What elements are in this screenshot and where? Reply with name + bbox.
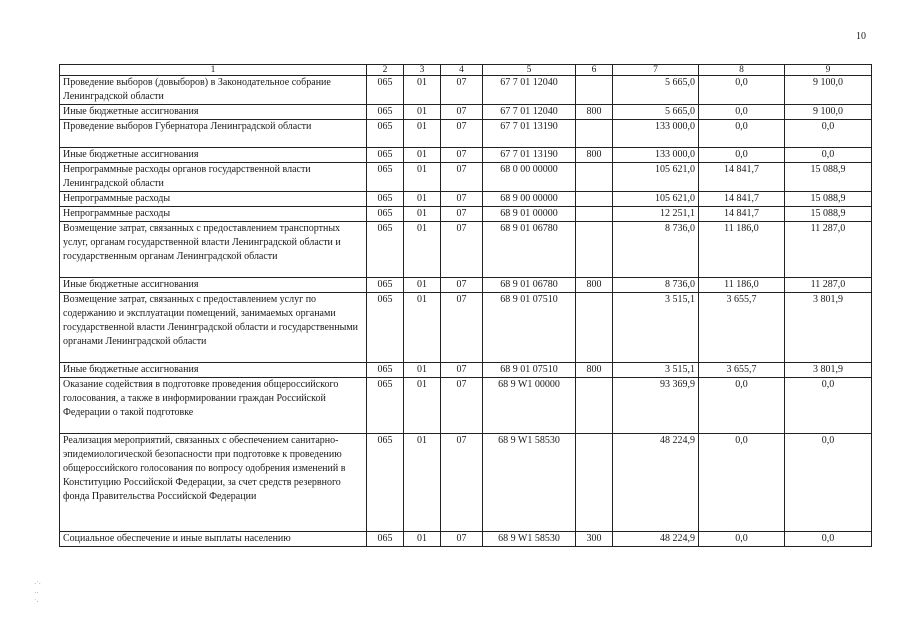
amount-year1-cell: 3 515,1	[613, 293, 699, 363]
subsection-cell: 07	[441, 192, 483, 207]
row-name-cell: Иные бюджетные ассигнования	[60, 278, 367, 293]
section-cell: 01	[404, 363, 441, 378]
amount-year3-cell: 11 287,0	[785, 222, 872, 278]
amount-year3-cell: 3 801,9	[785, 363, 872, 378]
amount-year2-cell: 3 655,7	[699, 293, 785, 363]
amount-year1-cell: 133 000,0	[613, 148, 699, 163]
header-cell: 1	[60, 65, 367, 76]
admin-code-cell: 065	[367, 148, 404, 163]
amount-year2-cell: 14 841,7	[699, 163, 785, 192]
section-cell: 01	[404, 207, 441, 222]
admin-code-cell: 065	[367, 293, 404, 363]
header-cell: 7	[613, 65, 699, 76]
amount-year3-cell: 11 287,0	[785, 278, 872, 293]
row-name-cell: Оказание содействия в подготовке проведения общероссийского голосования, а также в информировании граждан Российской Федерации о такой подготовке	[60, 378, 367, 434]
subsection-cell: 07	[441, 76, 483, 105]
amount-year3-cell: 9 100,0	[785, 105, 872, 120]
row-name-cell: Проведение выборов Губернатора Ленинградской области	[60, 120, 367, 148]
amount-year2-cell: 0,0	[699, 120, 785, 148]
target-article-cell: 67 7 01 12040	[483, 105, 576, 120]
expense-type-cell: 800	[576, 363, 613, 378]
table-row	[60, 363, 872, 378]
section-cell: 01	[404, 434, 441, 532]
amount-year1-cell: 48 224,9	[613, 532, 699, 547]
expense-type-cell	[576, 163, 613, 192]
section-cell: 01	[404, 163, 441, 192]
section-cell: 01	[404, 222, 441, 278]
expense-type-cell	[576, 76, 613, 105]
margin-marks: ·˙· ·· ˙·	[34, 580, 41, 606]
admin-code-cell: 065	[367, 207, 404, 222]
expense-type-cell	[576, 434, 613, 532]
target-article-cell: 67 7 01 12040	[483, 76, 576, 105]
table-row	[60, 76, 872, 105]
admin-code-cell: 065	[367, 378, 404, 434]
target-article-cell: 68 0 00 00000	[483, 163, 576, 192]
target-article-cell: 67 7 01 13190	[483, 120, 576, 148]
table-row	[60, 278, 872, 293]
row-name-cell: Непрограммные расходы органов государственной власти Ленинградской области	[60, 163, 367, 192]
amount-year1-cell: 93 369,9	[613, 378, 699, 434]
row-name-cell: Иные бюджетные ассигнования	[60, 105, 367, 120]
subsection-cell: 07	[441, 293, 483, 363]
section-cell: 01	[404, 278, 441, 293]
amount-year1-cell: 48 224,9	[613, 434, 699, 532]
amount-year1-cell: 133 000,0	[613, 120, 699, 148]
section-cell: 01	[404, 120, 441, 148]
amount-year2-cell: 0,0	[699, 434, 785, 532]
row-name-cell: Непрограммные расходы	[60, 192, 367, 207]
amount-year2-cell: 11 186,0	[699, 222, 785, 278]
expense-type-cell	[576, 207, 613, 222]
expense-type-cell: 800	[576, 148, 613, 163]
section-cell: 01	[404, 148, 441, 163]
amount-year3-cell: 15 088,9	[785, 207, 872, 222]
admin-code-cell: 065	[367, 222, 404, 278]
row-name-cell: Иные бюджетные ассигнования	[60, 148, 367, 163]
admin-code-cell: 065	[367, 278, 404, 293]
target-article-cell: 68 9 01 06780	[483, 278, 576, 293]
amount-year2-cell: 0,0	[699, 148, 785, 163]
admin-code-cell: 065	[367, 76, 404, 105]
expense-type-cell: 800	[576, 105, 613, 120]
expense-type-cell	[576, 293, 613, 363]
page-number: 10	[856, 31, 866, 42]
table-row	[60, 378, 872, 434]
amount-year3-cell: 0,0	[785, 532, 872, 547]
amount-year3-cell: 0,0	[785, 378, 872, 434]
table-row	[60, 120, 872, 148]
expense-type-cell: 300	[576, 532, 613, 547]
amount-year1-cell: 8 736,0	[613, 222, 699, 278]
subsection-cell: 07	[441, 222, 483, 278]
table-row	[60, 293, 872, 363]
row-name-cell: Возмещение затрат, связанных с предоставлением транспортных услуг, органам государственной власти Ленинградской области и государственным органам Ленинградской области	[60, 222, 367, 278]
header-cell: 2	[367, 65, 404, 76]
amount-year2-cell: 0,0	[699, 105, 785, 120]
table-row	[60, 207, 872, 222]
amount-year2-cell: 14 841,7	[699, 207, 785, 222]
header-cell: 6	[576, 65, 613, 76]
row-name-cell: Проведение выборов (довыборов) в Законодательное собрание Ленинградской области	[60, 76, 367, 105]
admin-code-cell: 065	[367, 434, 404, 532]
table-row	[60, 148, 872, 163]
target-article-cell: 68 9 01 00000	[483, 207, 576, 222]
subsection-cell: 07	[441, 148, 483, 163]
target-article-cell: 68 9 00 00000	[483, 192, 576, 207]
target-article-cell: 68 9 01 07510	[483, 363, 576, 378]
table-row	[60, 192, 872, 207]
row-name-cell: Реализация мероприятий, связанных с обеспечением санитарно-эпидемиологической безопасности при подготовке к проведению общероссийского голосования по вопросу одобрения изменений в Конституцию Российской Федерации, за счет средств резервного фонда Правительства Российской Федерации	[60, 434, 367, 532]
row-name-cell: Возмещение затрат, связанных с предоставлением услуг по содержанию и эксплуатации помещений, занимаемых органами государственной власти Ленинградской области и государственными органами Ленинградской области	[60, 293, 367, 363]
row-name-cell: Непрограммные расходы	[60, 207, 367, 222]
table-row	[60, 105, 872, 120]
amount-year1-cell: 105 621,0	[613, 163, 699, 192]
table-row	[60, 532, 872, 547]
table-row	[60, 222, 872, 278]
section-cell: 01	[404, 76, 441, 105]
header-row	[60, 65, 872, 76]
section-cell: 01	[404, 192, 441, 207]
amount-year3-cell: 15 088,9	[785, 192, 872, 207]
admin-code-cell: 065	[367, 192, 404, 207]
target-article-cell: 67 7 01 13190	[483, 148, 576, 163]
expense-type-cell	[576, 120, 613, 148]
subsection-cell: 07	[441, 163, 483, 192]
section-cell: 01	[404, 378, 441, 434]
target-article-cell: 68 9 W1 58530	[483, 434, 576, 532]
header-cell: 5	[483, 65, 576, 76]
expense-type-cell	[576, 192, 613, 207]
amount-year1-cell: 105 621,0	[613, 192, 699, 207]
target-article-cell: 68 9 01 06780	[483, 222, 576, 278]
row-name-cell: Социальное обеспечение и иные выплаты населению	[60, 532, 367, 547]
amount-year2-cell: 0,0	[699, 532, 785, 547]
section-cell: 01	[404, 293, 441, 363]
admin-code-cell: 065	[367, 120, 404, 148]
expense-type-cell	[576, 378, 613, 434]
table-row	[60, 434, 872, 532]
amount-year2-cell: 14 841,7	[699, 192, 785, 207]
section-cell: 01	[404, 105, 441, 120]
target-article-cell: 68 9 W1 00000	[483, 378, 576, 434]
subsection-cell: 07	[441, 378, 483, 434]
amount-year1-cell: 5 665,0	[613, 76, 699, 105]
subsection-cell: 07	[441, 363, 483, 378]
amount-year3-cell: 0,0	[785, 120, 872, 148]
amount-year3-cell: 0,0	[785, 434, 872, 532]
admin-code-cell: 065	[367, 105, 404, 120]
expense-type-cell: 800	[576, 278, 613, 293]
amount-year2-cell: 0,0	[699, 378, 785, 434]
target-article-cell: 68 9 W1 58530	[483, 532, 576, 547]
header-cell: 9	[785, 65, 872, 76]
expense-type-cell	[576, 222, 613, 278]
subsection-cell: 07	[441, 434, 483, 532]
subsection-cell: 07	[441, 105, 483, 120]
amount-year3-cell: 9 100,0	[785, 76, 872, 105]
section-cell: 01	[404, 532, 441, 547]
amount-year3-cell: 15 088,9	[785, 163, 872, 192]
subsection-cell: 07	[441, 120, 483, 148]
header-cell: 4	[441, 65, 483, 76]
admin-code-cell: 065	[367, 363, 404, 378]
admin-code-cell: 065	[367, 163, 404, 192]
subsection-cell: 07	[441, 532, 483, 547]
row-name-cell: Иные бюджетные ассигнования	[60, 363, 367, 378]
subsection-cell: 07	[441, 278, 483, 293]
admin-code-cell: 065	[367, 532, 404, 547]
amount-year2-cell: 11 186,0	[699, 278, 785, 293]
amount-year1-cell: 3 515,1	[613, 363, 699, 378]
amount-year2-cell: 0,0	[699, 76, 785, 105]
amount-year1-cell: 5 665,0	[613, 105, 699, 120]
header-cell: 3	[404, 65, 441, 76]
header-cell: 8	[699, 65, 785, 76]
table-row	[60, 163, 872, 192]
amount-year3-cell: 3 801,9	[785, 293, 872, 363]
amount-year1-cell: 8 736,0	[613, 278, 699, 293]
target-article-cell: 68 9 01 07510	[483, 293, 576, 363]
amount-year1-cell: 12 251,1	[613, 207, 699, 222]
budget-table	[59, 64, 872, 547]
amount-year2-cell: 3 655,7	[699, 363, 785, 378]
subsection-cell: 07	[441, 207, 483, 222]
amount-year3-cell: 0,0	[785, 148, 872, 163]
